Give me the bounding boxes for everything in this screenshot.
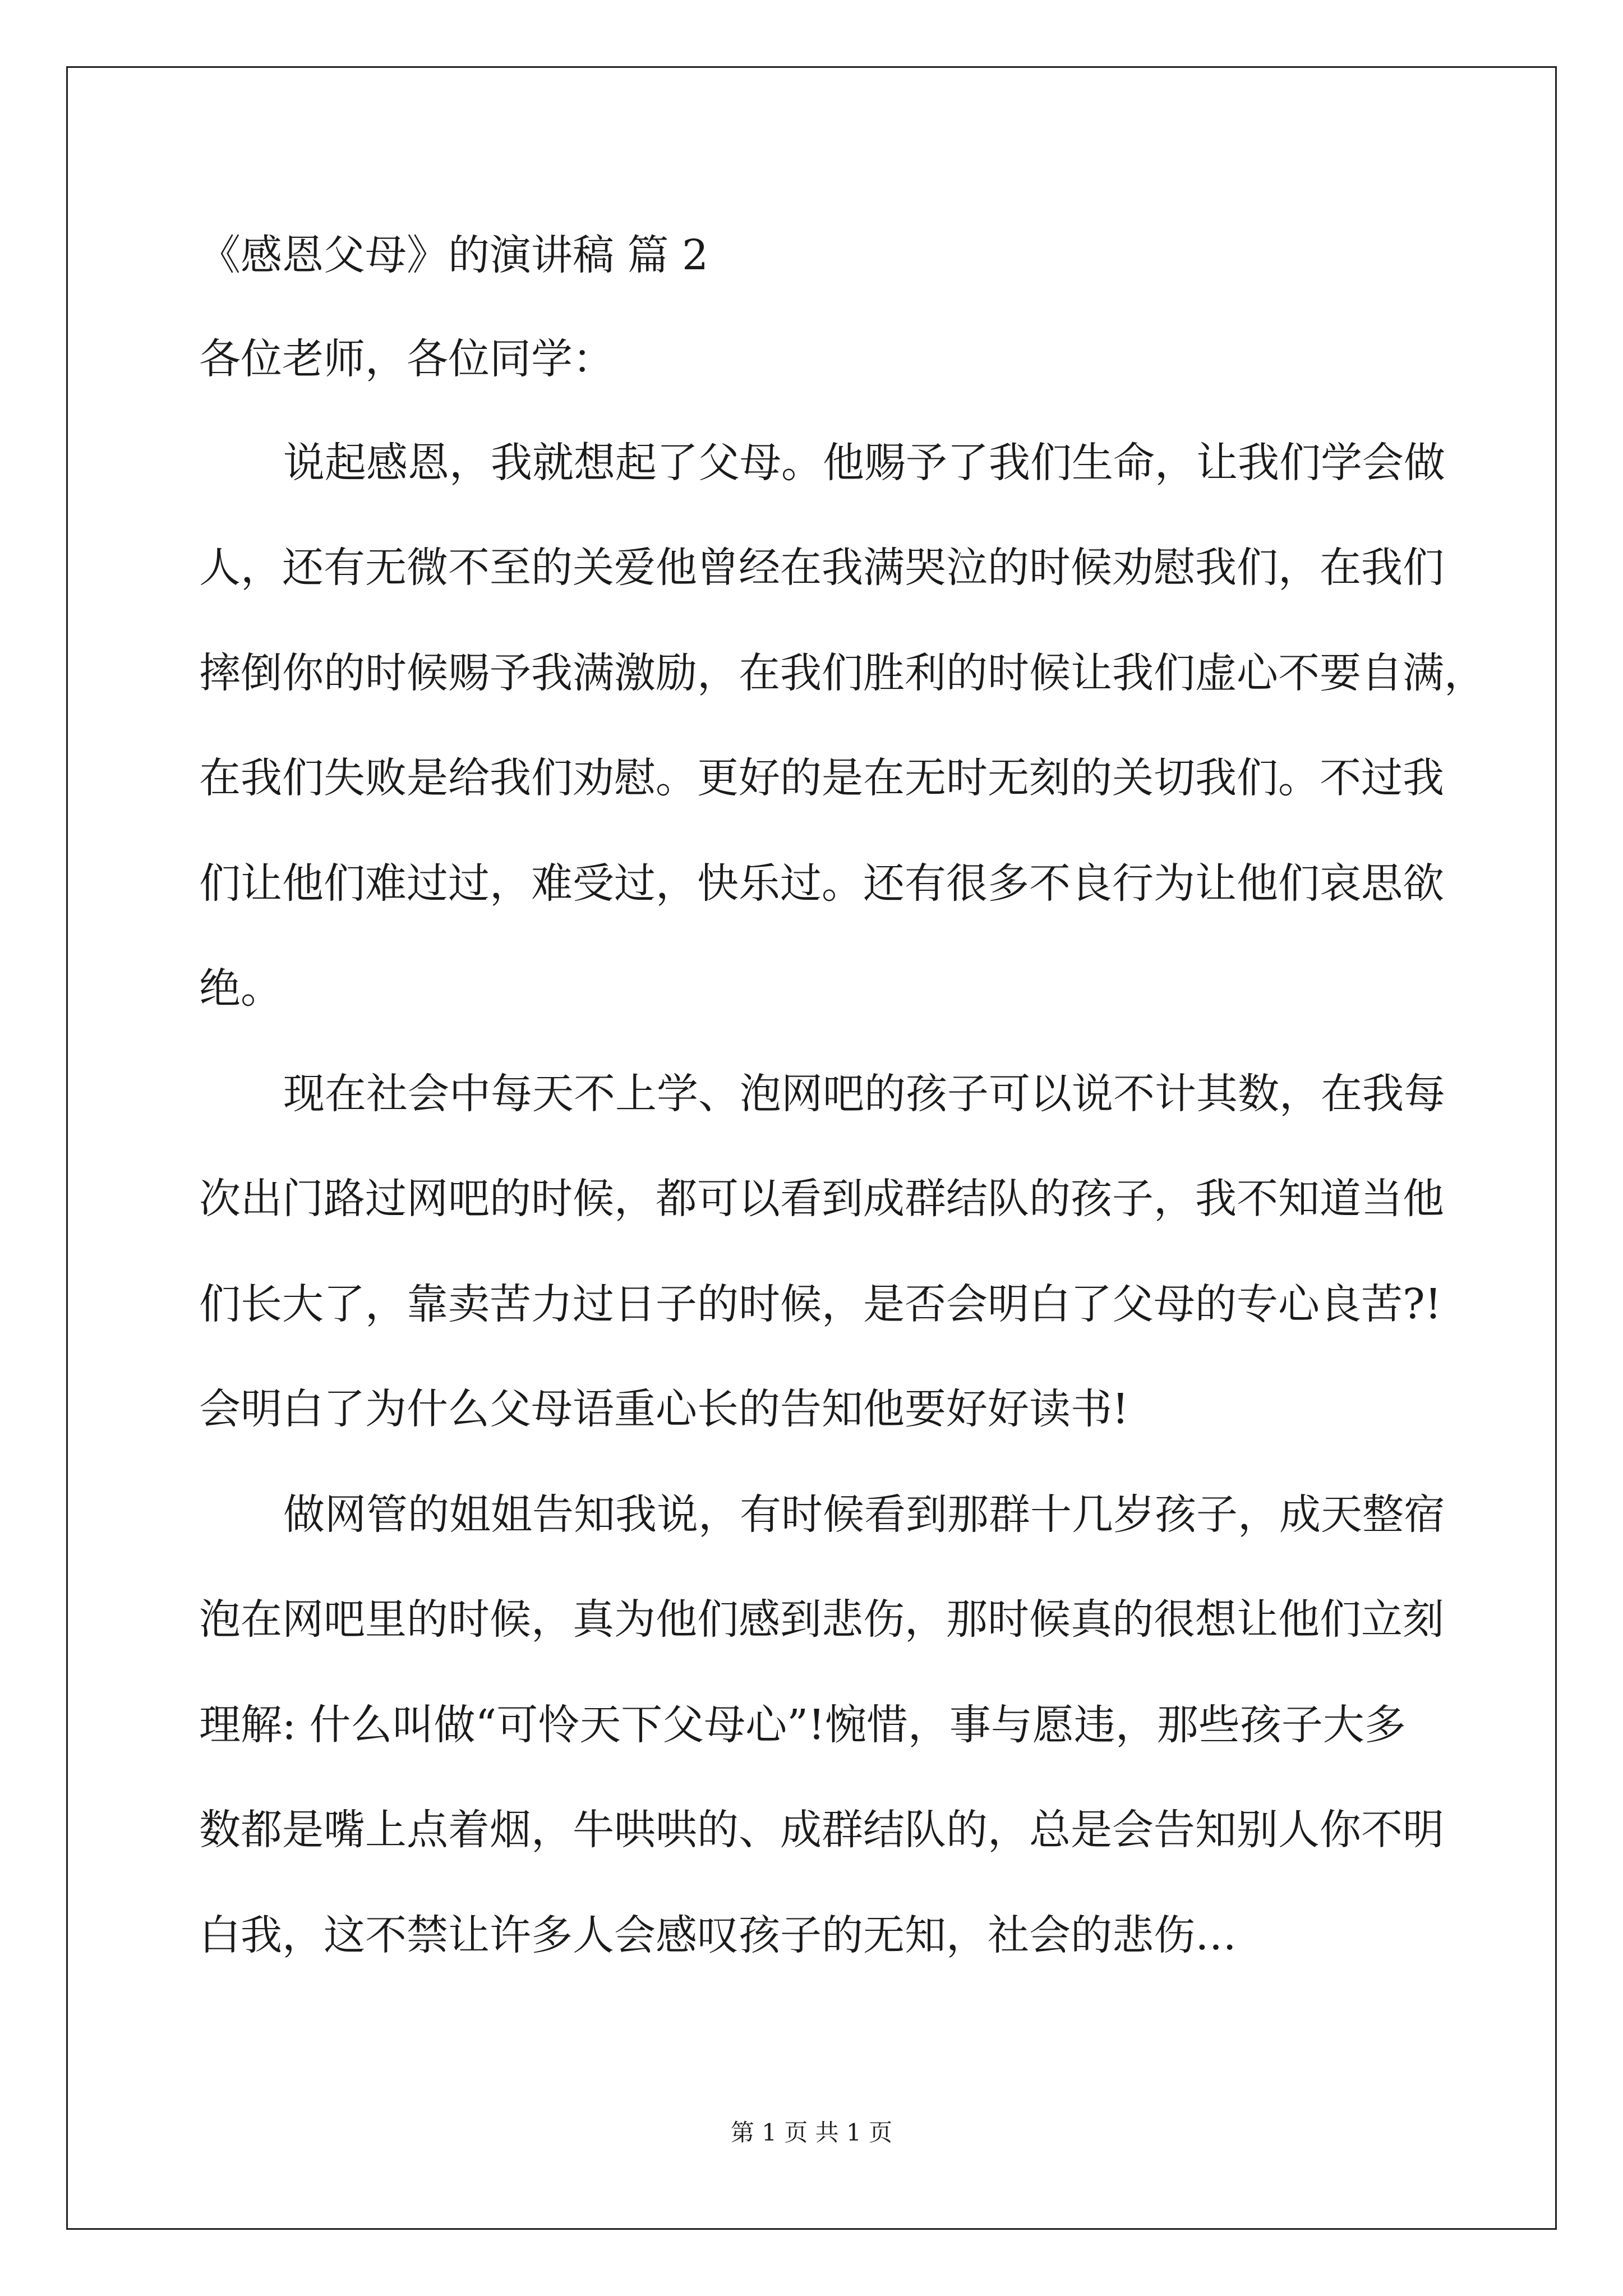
paragraph-3-line-4: 数都是嘴上点着烟，牛哄哄的、成群结队的，总是会告知别人你不明 [199, 1806, 1444, 1854]
paragraph-1-line-1: 说起感恩，我就想起了父母。他赐予了我们生命，让我们学会做 [283, 439, 1445, 487]
page-border [66, 66, 1557, 2230]
page-footer: 第 1 页 共 1 页 [730, 2119, 893, 2146]
paragraph-3-line-2: 泡在网吧里的时候，真为他们感到悲伤，那时候真的很想让他们立刻 [199, 1595, 1444, 1644]
paragraph-3-line-5: 白我，这不禁让许多人会感叹孩子的无知，社会的悲伤… [199, 1911, 1237, 1959]
paragraph-1-line-5: 们让他们难过过，难受过，快乐过。还有很多不良行为让他们哀思欲 [199, 859, 1444, 908]
paragraph-2-line-3: 们长大了，靠卖苦力过日子的时候，是否会明白了父母的专心良苦?! [199, 1280, 1442, 1328]
paragraph-1-line-2: 人，还有无微不至的关爱他曾经在我满哭泣的时候劝慰我们，在我们 [199, 544, 1444, 592]
paragraph-3-line-3: 理解: 什么叫做“可怜天下父母心”!惋惜，事与愿违，那些孩子大多 [199, 1701, 1406, 1749]
paragraph-1-line-3: 摔倒你的时候赐予我满激励，在我们胜利的时候让我们虚心不要自满， [199, 649, 1486, 697]
paragraph-1-line-4: 在我们失败是给我们劝慰。更好的是在无时无刻的关切我们。不过我 [199, 754, 1444, 802]
paragraph-1-line-6: 绝。 [199, 964, 282, 1013]
paragraph-3-line-1: 做网管的姐姐告知我说，有时候看到那群十几岁孩子，成天整宿 [283, 1490, 1445, 1539]
paragraph-2-line-4: 会明白了为什么父母语重心长的告知他要好好读书! [199, 1385, 1129, 1433]
greeting: 各位老师，各位同学： [199, 335, 614, 383]
paragraph-2-line-2: 次出门路过网吧的时候，都可以看到成群结队的孩子，我不知道当他 [199, 1175, 1444, 1223]
paragraph-2-line-1: 现在社会中每天不上学、泡网吧的孩子可以说不计其数，在我每 [283, 1070, 1445, 1118]
document-title: 《感恩父母》的演讲稿 篇 2 [199, 231, 709, 279]
